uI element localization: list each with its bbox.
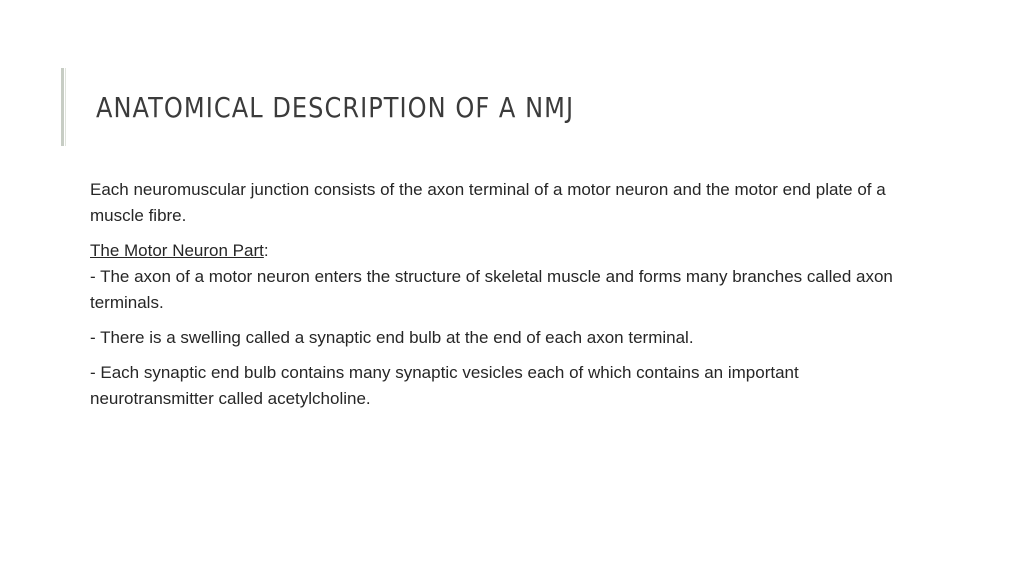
intro-paragraph: Each neuromuscular junction consists of the axon terminal of a motor neuron and the motor end plate of a muscle fibre. [90, 180, 886, 225]
motor-neuron-heading: The Motor Neuron Part [90, 241, 264, 260]
title-accent-bar [61, 68, 64, 146]
motor-neuron-line: - The axon of a motor neuron enters the structure of skeletal muscle and forms many branches called axon terminals. [90, 267, 893, 312]
motor-neuron-paragraph [90, 238, 900, 316]
slide-body [90, 177, 900, 421]
motor-neuron-heading-colon: : [263, 241, 269, 260]
end-bulb-paragraph: - There is a swelling called a synaptic end bulb at the end of each axon terminal. [90, 328, 694, 347]
slide-title: ANATOMICAL DESCRIPTION OF A NMJ [96, 91, 575, 124]
vesicles-paragraph: - Each synaptic end bulb contains many synaptic vesicles each of which contains an important neurotransmitter called acetylcholine. [90, 363, 799, 408]
